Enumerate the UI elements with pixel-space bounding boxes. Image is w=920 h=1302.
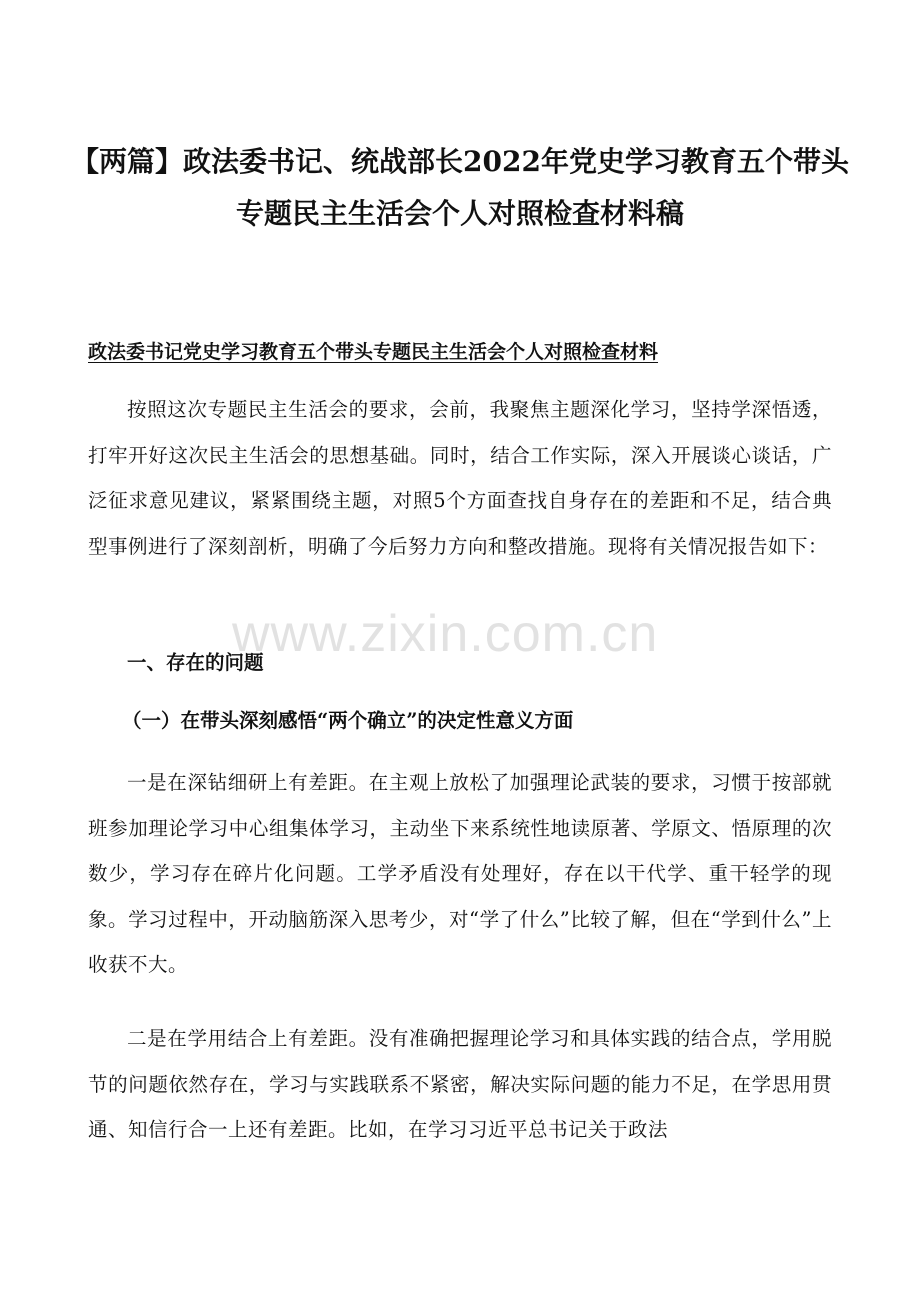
document-title: 【两篇】政法委书记、统战部长2022年党史学习教育五个带头专题民主生活会个人对照检查材料稿 bbox=[71, 145, 849, 230]
heading-level-2: （一）在带头深刻感悟“两个确立”的决定性意义方面 bbox=[122, 709, 574, 732]
intro-paragraph: 按照这次专题民主生活会的要求，会前，我聚焦主题深化学习，坚持学深悟透，打牢开好这次民主生活会的思想基础。同时，结合工作实际，深入开展谈心谈话，广泛征求意见建议，紧紧围绕主题，对照5个方面查找自身存在的差距和不足，结合典型事例进行了深刻剖析，明确了今后努力方向和整改措施。现将有关情况报告如下： bbox=[88, 398, 832, 558]
watermark-text: www.zixin.com.cn bbox=[232, 605, 659, 663]
body-paragraph: 二是在学用结合上有差距。没有准确把握理论学习和具体实践的结合点，学用脱节的问题依然存在，学习与实践联系不紧密，解决实际问题的能力不足，在学思用贯通、知信行合一上还有差距。比如，在学习习近平总书记关于政法 bbox=[88, 1027, 832, 1141]
section-heading: 政法委书记党史学习教育五个带头专题民主生活会个人对照检查材料 bbox=[88, 341, 659, 363]
heading-level-1: 一、存在的问题 bbox=[127, 651, 264, 674]
body-paragraph: 一是在深钻细研上有差距。在主观上放松了加强理论武装的要求，习惯于按部就班参加理论学习中心组集体学习，主动坐下来系统性地读原著、学原文、悟原理的次数少，学习存在碎片化问题。工学矛盾没有处理好，存在以干代学、重干轻学的现象。学习过程中，开动脑筋深入思考少，对“学了什么”比较了解，但在“学到什么”上收获不大。 bbox=[88, 771, 832, 976]
